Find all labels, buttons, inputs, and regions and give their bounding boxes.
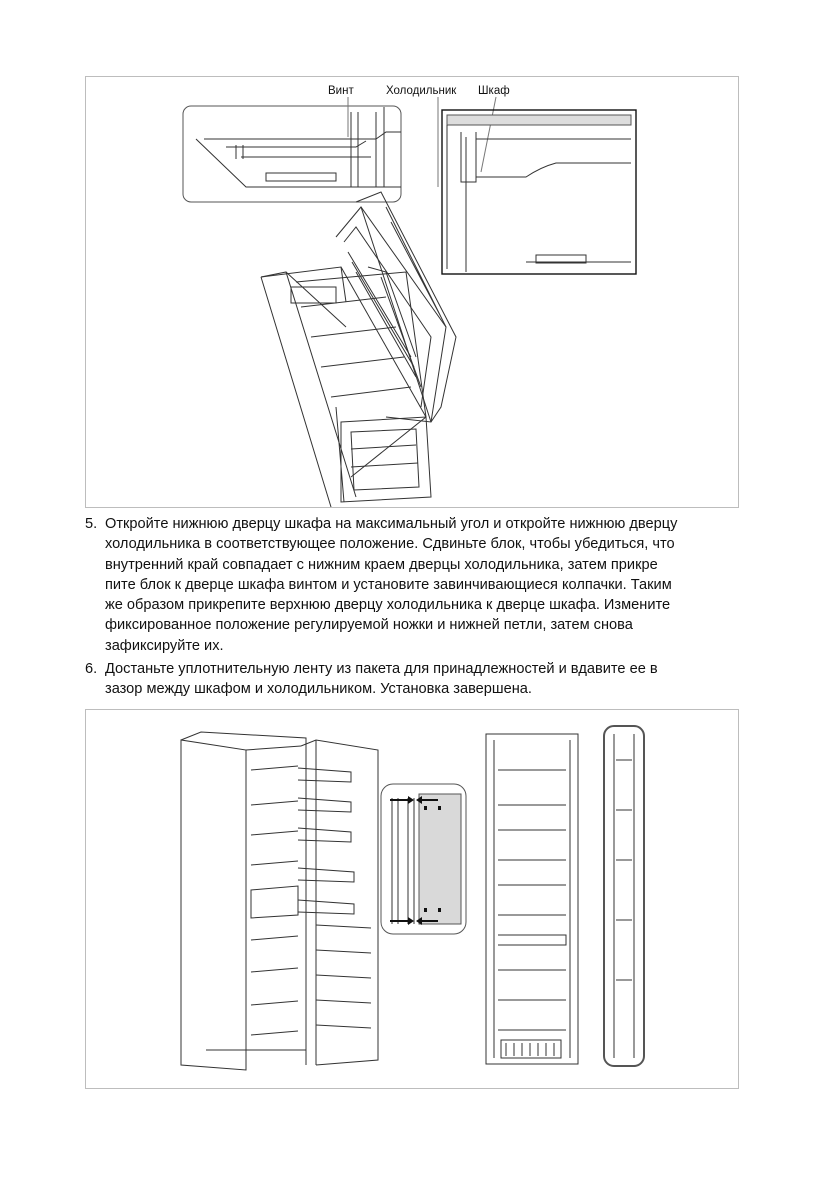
- step-line: внутренний край совпадает с нижним краем дверцы холодильника, затем прикре: [105, 556, 658, 573]
- step-line: же образом прикрепите верхнюю дверцу холодильника к дверце шкафа. Измените: [105, 597, 671, 614]
- label-fridge: Холодильник: [386, 85, 457, 97]
- fridge-open-door-drawing: [86, 77, 738, 507]
- step-line: Достаньте уплотнительную ленту из пакета для принадлежностей и вдавите ее в: [105, 661, 658, 677]
- step-line: пите блок к дверце шкафа винтом и установите завинчивающиеся колпачки. Таким: [105, 576, 672, 593]
- step-line: фиксированное положение регулируемой ножки и нижней петли, затем снова: [105, 617, 633, 634]
- step-line: зафиксируйте их.: [105, 637, 224, 654]
- step-text: [105, 514, 735, 656]
- step-number: 5.: [85, 516, 98, 532]
- step-line: холодильника в соответствующее положение. Сдвиньте блок, чтобы убедиться, что: [105, 536, 675, 553]
- label-cabinet: Шкаф: [478, 85, 510, 97]
- installed-fridge-drawing: [86, 710, 738, 1088]
- step-line: зазор между шкафом и холодильником. Установка завершена.: [105, 681, 532, 698]
- step-line: Откройте нижнюю дверцу шкафа на максимальный угол и откройте нижнюю дверцу: [105, 516, 678, 532]
- step-number: 6.: [85, 661, 98, 677]
- figure-installation-complete: [85, 709, 739, 1089]
- figure-install-door-block: [85, 76, 739, 508]
- label-screw: Винт: [328, 85, 354, 97]
- step-text: [105, 659, 735, 700]
